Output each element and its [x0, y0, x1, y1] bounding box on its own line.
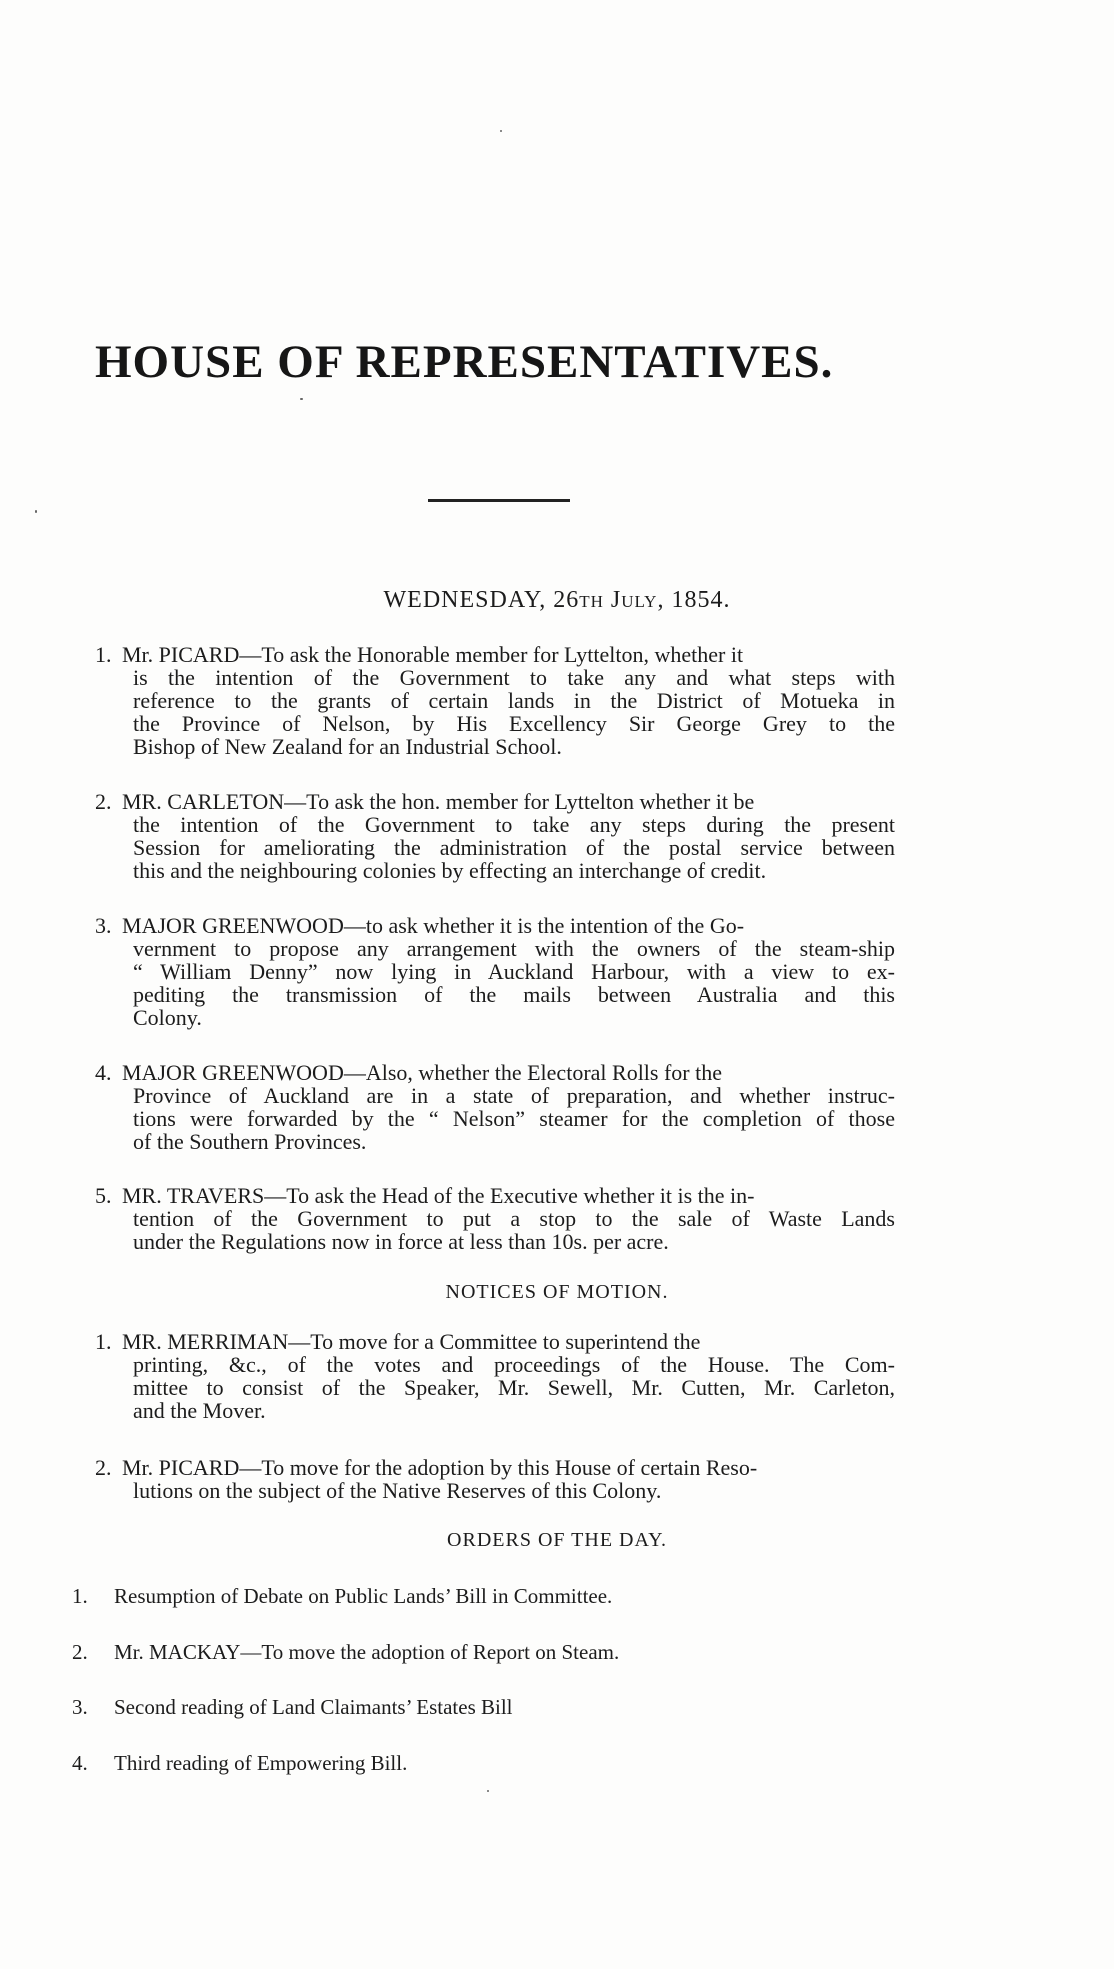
- question-line: tions were forwarded by the “ Nelson” steamer for the completion of those: [133, 1106, 895, 1131]
- question-line: the intention of the Government to take any steps during the present: [133, 812, 895, 837]
- order-text: Resumption of Debate on Public Lands’ Bill in Committee.: [114, 1584, 613, 1608]
- order-item-1: [72, 1584, 612, 1609]
- question-line: Bishop of New Zealand for an Industrial School.: [133, 734, 562, 759]
- title-rule: [428, 499, 570, 502]
- notice-number: 1.: [95, 1329, 112, 1354]
- question-line: MAJOR GREENWOOD—Also, whether the Electoral Rolls for the: [122, 1060, 723, 1085]
- question-line: the Province of Nelson, by His Excellency Sir George Grey to the: [133, 711, 895, 736]
- question-line: MR. TRAVERS—To ask the Head of the Executive whether it is the in-: [122, 1183, 755, 1208]
- notice-line: MR. MERRIMAN—To move for a Committee to superintend the: [122, 1329, 701, 1354]
- notice-line: Mr. PICARD—To move for the adoption by this House of certain Reso-: [122, 1455, 758, 1480]
- question-line: MAJOR GREENWOOD—to ask whether it is the intention of the Go-: [122, 913, 745, 938]
- question-line: Colony.: [133, 1005, 202, 1030]
- orders-heading: ORDERS OF THE DAY.: [447, 1529, 667, 1551]
- question-4: [95, 1061, 895, 1153]
- sitting-date: [0, 587, 1114, 614]
- question-3: [95, 914, 895, 1029]
- notices-heading: NOTICES OF MOTION.: [445, 1281, 669, 1303]
- question-line: Province of Auckland are in a state of preparation, and whether instruc-: [133, 1083, 895, 1108]
- order-text: Second reading of Land Claimants’ Estates Bill: [114, 1695, 513, 1719]
- question-line: of the Southern Provinces.: [133, 1129, 367, 1154]
- question-number: 1.: [95, 642, 112, 667]
- question-number: 5.: [95, 1183, 112, 1208]
- notice-1: [95, 1330, 895, 1422]
- order-number: 2.: [72, 1640, 88, 1664]
- notice-line: and the Mover.: [133, 1398, 266, 1423]
- question-line: MR. CARLETON—To ask the hon. member for Lyttelton whether it be: [122, 789, 755, 814]
- notice-2: [95, 1456, 895, 1502]
- print-speck: [487, 1790, 489, 1792]
- question-line: is the intention of the Government to take any and what steps with: [133, 665, 895, 690]
- date-day: 26th July, 1854.: [553, 587, 731, 613]
- question-line: Session for ameliorating the administration of the postal service between: [133, 835, 895, 860]
- notice-line: lutions on the subject of the Native Reserves of this Colony.: [133, 1478, 662, 1503]
- question-line: tention of the Government to put a stop to the sale of Waste Lands: [133, 1206, 895, 1231]
- question-line: vernment to propose any arrangement with the owners of the steam-ship: [133, 936, 895, 961]
- question-number: 2.: [95, 789, 112, 814]
- date-weekday: WEDNESDAY,: [383, 587, 547, 613]
- order-text: Mr. MACKAY—To move the adoption of Report on Steam.: [114, 1640, 620, 1664]
- order-item-2: [72, 1640, 619, 1665]
- question-2: [95, 790, 895, 882]
- question-line: Mr. PICARD—To ask the Honorable member for Lyttelton, whether it: [122, 642, 744, 667]
- notice-line: printing, &c., of the votes and proceedings of the House. The Com-: [133, 1352, 895, 1377]
- order-item-3: [72, 1695, 513, 1720]
- notice-number: 2.: [95, 1455, 112, 1480]
- question-line: under the Regulations now in force at less than 10s. per acre.: [133, 1229, 669, 1254]
- question-line: reference to the grants of certain lands in the District of Motueka in: [133, 688, 895, 713]
- order-number: 3.: [72, 1695, 88, 1719]
- order-item-4: [72, 1751, 407, 1776]
- question-number: 3.: [95, 913, 112, 938]
- print-speck: [500, 130, 502, 132]
- print-speck: [300, 398, 303, 400]
- order-number: 4.: [72, 1751, 88, 1775]
- notice-line: mittee to consist of the Speaker, Mr. Sewell, Mr. Cutten, Mr. Carleton,: [133, 1375, 895, 1400]
- print-speck: [35, 510, 37, 513]
- page-title: HOUSE OF REPRESENTATIVES.: [95, 336, 834, 388]
- order-text: Third reading of Empowering Bill.: [114, 1751, 408, 1775]
- question-5: [95, 1184, 895, 1253]
- order-number: 1.: [72, 1584, 88, 1608]
- question-1: [95, 643, 895, 758]
- question-line: this and the neighbouring colonies by effecting an interchange of credit.: [133, 858, 767, 883]
- question-number: 4.: [95, 1060, 112, 1085]
- question-line: “ William Denny” now lying in Auckland Harbour, with a view to ex-: [133, 959, 895, 984]
- question-line: pediting the transmission of the mails between Australia and this: [133, 982, 895, 1007]
